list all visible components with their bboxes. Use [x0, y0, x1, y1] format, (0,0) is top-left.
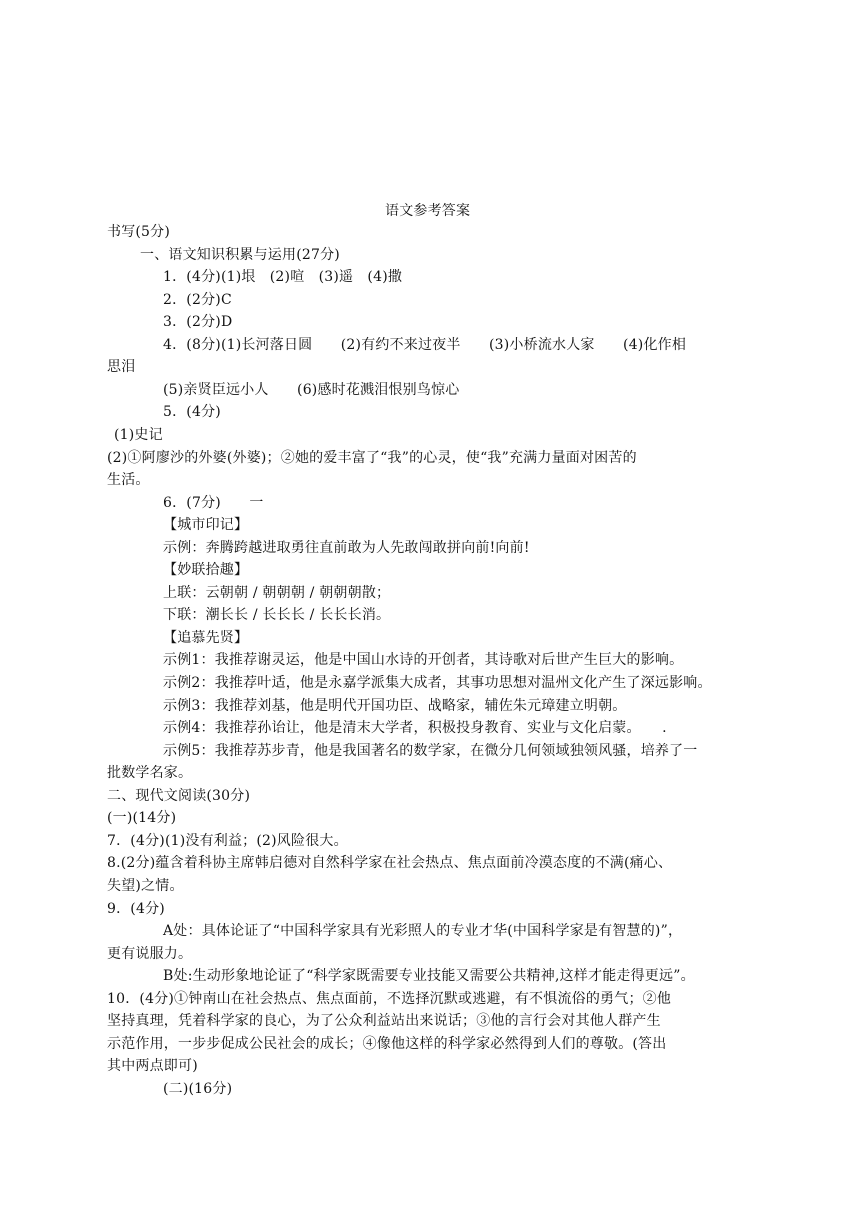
text-line: (5)亲贤臣远小人 (6)感时花溅泪恨别鸟惊心	[163, 382, 460, 398]
text-line: 3．(2分)D	[163, 314, 233, 330]
text-line: 坚持真理，凭着科学家的良心，为了公众利益站出来说话；③他的言行会对其他人群产生	[107, 1013, 661, 1029]
text-line: (一)(14分)	[107, 810, 177, 826]
text-line: 6．(7分) 一	[163, 495, 264, 511]
text-line: (2)①阿廖沙的外婆(外婆)；②她的爱丰富了“我”的心灵，使“我”充满力量面对困苦的	[107, 450, 637, 466]
text-line: 【城市印记】	[163, 517, 249, 533]
text-line: 生活。	[107, 472, 150, 488]
text-line: 4．(8分)(1)长河落日圆 (2)有约不来过夜半 (3)小桥流水人家 (4)化作相	[163, 337, 687, 353]
text-line: 示例3：我推荐刘基，他是明代开国功臣、战略家，辅佐朱元璋建立明朝。	[163, 698, 627, 714]
text-line: 失望)之情。	[107, 878, 184, 894]
text-line: (1)史记	[114, 427, 163, 443]
text-line: (二)(16分)	[163, 1081, 233, 1097]
text-line: 8.(2分)蕴含着科协主席韩启德对自然科学家在社会热点、焦点面前冷漠态度的不满(痛心、	[107, 855, 673, 871]
text-line: 示例1：我推荐谢灵运，他是中国山水诗的开创者，其诗歌对后世产生巨大的影响。	[163, 652, 684, 668]
text-line: 1．(4分)(1)垠 (2)喧 (3)遥 (4)撒	[163, 269, 403, 285]
text-line: 思泪	[107, 359, 136, 375]
text-line: 一、语文知识积累与运用(27分)	[140, 247, 340, 263]
text-line: 【妙联拾趣】	[163, 562, 249, 578]
text-line: 下联：潮长长 / 长长长 / 长长长消。	[163, 607, 391, 623]
text-line: 上联：云朝朝 / 朝朝朝 / 朝朝朝散；	[163, 585, 391, 601]
text-line: 示范作用，一步步促成公民社会的成长；④像他这样的科学家必然得到人们的尊敬。(答出	[107, 1036, 667, 1052]
text-line: 示例5：我推荐苏步青，他是我国著名的数学家，在微分几何领域独领风骚，培养了一	[163, 743, 698, 759]
document-title: 语文参考答案	[385, 203, 471, 219]
text-line: 【追慕先贤】	[163, 630, 249, 646]
text-line: 其中两点即可)	[107, 1058, 198, 1074]
text-line: 示例2：我推荐叶适，他是永嘉学派集大成者，其事功思想对温州文化产生了深远影响。	[163, 675, 712, 691]
text-line: 5．(4分)	[163, 404, 221, 420]
text-line: A处：具体论证了“中国科学家具有光彩照人的专业才华(中国科学家是有智慧的)”，	[163, 923, 683, 939]
text-line: 9．(4分)	[107, 901, 165, 917]
text-line: 2．(2分)C	[163, 292, 232, 308]
text-line: 更有说服力。	[107, 946, 193, 962]
text-line: 7．(4分)(1)没有利益；(2)风险很大。	[107, 833, 348, 849]
text-line: 批数学名家。	[107, 765, 193, 781]
text-line: 10．(4分)①钟南山在社会热点、焦点面前，不选择沉默或逃避，有不惧流俗的勇气；②他	[107, 991, 672, 1007]
text-line: 示例4：我推荐孙诒让，他是清末大学者，积极投身教育、实业与文化启蒙。 .	[163, 720, 667, 736]
text-line: 书写(5分)	[107, 224, 171, 240]
text-line: 二、现代文阅读(30分)	[107, 788, 251, 804]
text-line: B处:生动形象地论证了“科学家既需要专业技能又需要公共精神,这样才能走得更远”。	[163, 968, 695, 984]
text-line: 示例：奔腾跨越进取勇往直前敢为人先敢闯敢拼向前!向前!	[163, 540, 530, 556]
